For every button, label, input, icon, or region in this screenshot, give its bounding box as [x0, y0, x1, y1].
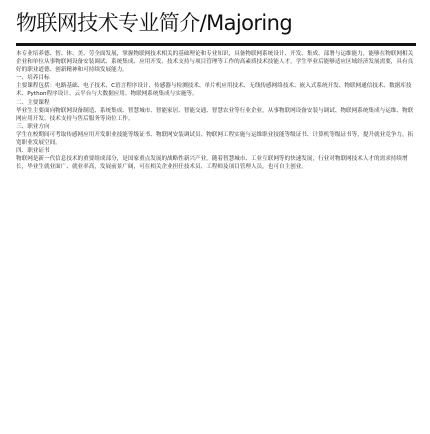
- section-4-heading: 四、职业证书: [16, 148, 50, 155]
- section-1-heading: 一、培养目标: [16, 75, 50, 82]
- article-body: [16, 50, 416, 428]
- section-1-body: 本专业培养德、智、体、美、劳全面发展，掌握物联网技术相关的基础理论和专业知识，具备物联网系统设计、开发、集成、部署与运维能力，能够在物联网相关企业和单位从事物联网设备安装调试、系统集成、应用开发、技术支持与项目管理等工作的高素质技术技能人才。学生毕业后能够适应区域经济发展需要，具有良好的职业道德、创新精神和可持续发展能力。: [16, 51, 414, 74]
- section-5-body: 物联网是新一代信息技术的重要组成部分，是国家重点发展的战略性新兴产业。随着智慧城市、工业互联网等的快速发展，行业对物联网技术人才的需求持续增长，毕业生就业面广、就业率高，发展前景广阔，可在相关企业担任技术员、工程师及项目管理人员，也可自主创业。: [16, 156, 408, 171]
- page-title: 物联网技术专业简介/Majoring: [16, 11, 293, 35]
- section-3-body: 毕业生主要面向物联网设备制造、系统集成、智慧城市、智能家居、智能交通、智慧农业等行业企业，从事物联网设备安装与调试、物联网系统集成与运维、物联网应用开发、技术支持与售后服务等岗位工作。: [16, 107, 414, 122]
- section-4-body: 学生在校期间可考取传感网应用开发职业技能等级证书、物联网安装调试员、物联网工程实施与运维职业技能等级证书、计算机等级证书等，提升就业竞争力，拓宽职业发展空间。: [16, 131, 414, 147]
- title-divider: [16, 43, 416, 46]
- section-3-heading: 三、职业方向: [16, 123, 50, 130]
- section-2-heading: 二、主要课程: [16, 99, 50, 106]
- section-2-body: 主要课程包括：电路基础、电子技术、C语言程序设计、传感器与检测技术、单片机应用技术、无线传感网络技术、嵌入式系统开发、物联网通信技术、数据库技术、Python程序设计、云平台与大数据应用、物联网系统集成与实施等。: [16, 83, 412, 98]
